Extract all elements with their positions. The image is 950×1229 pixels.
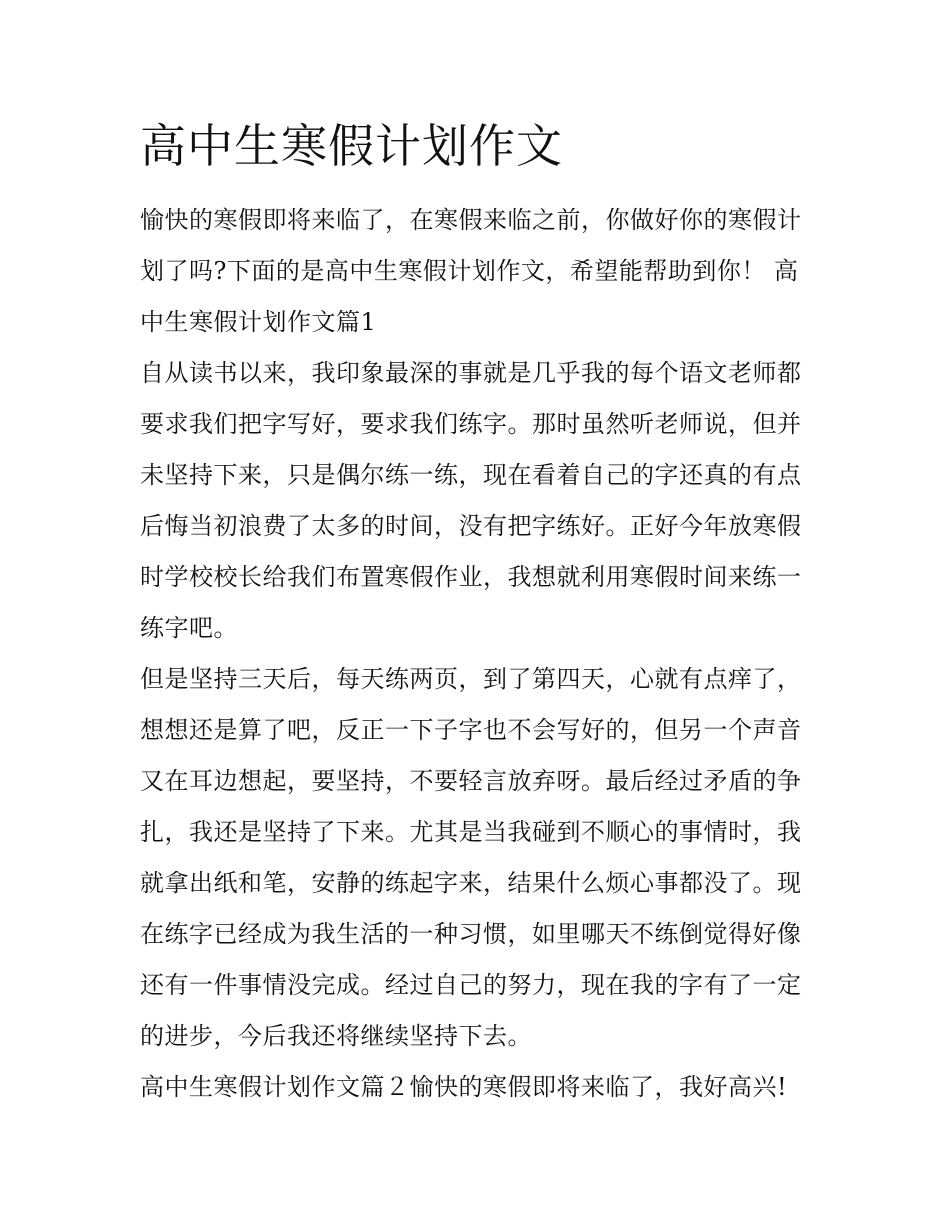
- text-line: 划了吗?下面的是高中生寒假计划作文，希望能帮助到你！ 高: [140, 257, 799, 285]
- document-title: 高中生寒假计划作文: [140, 119, 563, 173]
- text-line: 就拿出纸和笔，安静的练起字来，结果什么烦心事都没了。现: [140, 869, 802, 897]
- text-line: 还有一件事情没完成。经过自己的努力，现在我的字有了一定: [140, 971, 802, 999]
- text-line: 扎，我还是坚持了下来。尤其是当我碰到不顺心的事情时，我: [140, 818, 802, 846]
- text-line: 中生寒假计划作文篇1: [140, 308, 377, 336]
- text-line: 时学校校长给我们布置寒假作业，我想就利用寒假时间来练一: [140, 563, 802, 591]
- text-line: 愉快的寒假即将来临了，在寒假来临之前，你做好你的寒假计: [140, 206, 802, 234]
- text-line: 未坚持下来，只是偶尔练一练，现在看着自己的字还真的有点: [140, 461, 802, 489]
- text-line: 在练字已经成为我生活的一种习惯，如里哪天不练倒觉得好像: [140, 920, 802, 948]
- text-line: 的进步，今后我还将继续坚持下去。: [140, 1022, 532, 1050]
- text-line: 后悔当初浪费了太多的时间，没有把字练好。正好今年放寒假: [140, 512, 802, 540]
- text-line: 自从读书以来，我印象最深的事就是几乎我的每个语文老师都: [140, 359, 802, 387]
- text-line: 又在耳边想起，要坚持，不要轻言放弃呀。最后经过矛盾的争: [140, 767, 802, 795]
- text-line: 想想还是算了吧，反正一下子字也不会写好的，但另一个声音: [140, 716, 802, 744]
- text-line: 但是坚持三天后，每天练两页，到了第四天，心就有点痒了，: [140, 665, 802, 693]
- text-line: 练字吧。: [140, 614, 238, 642]
- text-line: 要求我们把字写好，要求我们练字。那时虽然听老师说，但并: [140, 410, 802, 438]
- text-line: 高中生寒假计划作文篇２愉快的寒假即将来临了，我好高兴!: [140, 1073, 788, 1101]
